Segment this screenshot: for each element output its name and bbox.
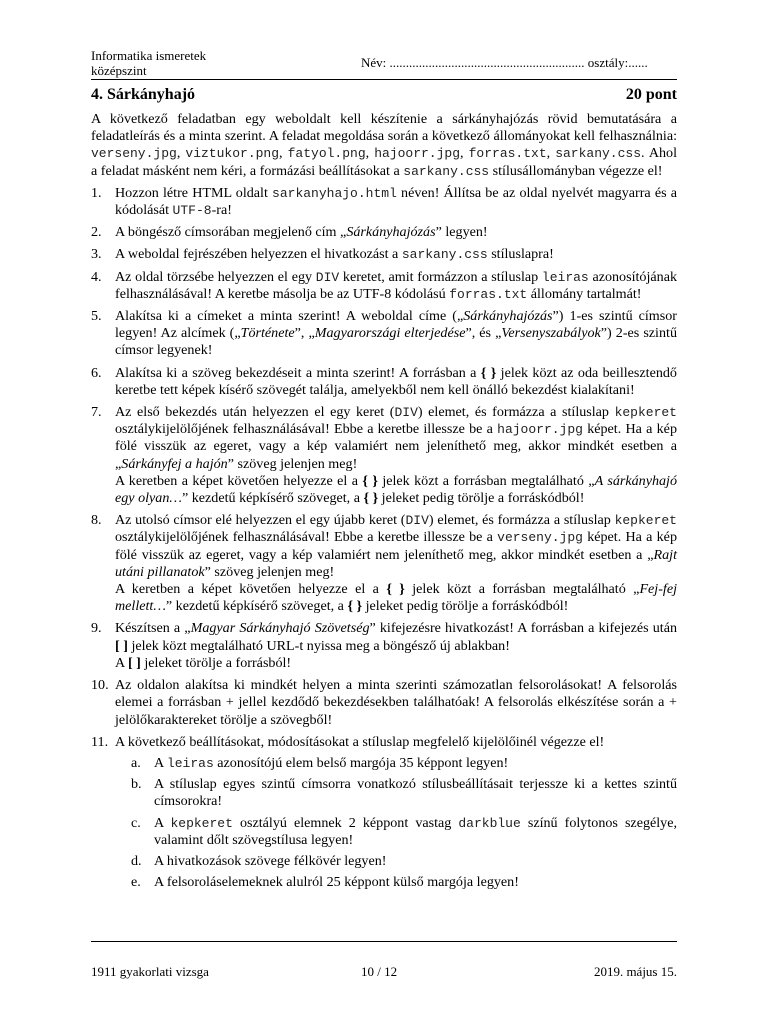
subtask-item: [115, 853, 677, 870]
code-term: hajoorr.jpg: [497, 422, 583, 438]
task-paragraph: [115, 246, 677, 263]
text-run: jeleket törölje a forrásból!: [140, 654, 292, 671]
text-run: ,: [546, 145, 556, 162]
subject-line-2: középszint: [91, 63, 147, 78]
task-title: 4. Sárkányhajó: [91, 86, 196, 103]
task-item: [91, 224, 677, 241]
task-title-bar: [91, 86, 677, 108]
task-item: [91, 365, 677, 399]
italic-term: Rajt utáni pillanatok: [115, 546, 677, 580]
italic-term: Versenyszabályok: [501, 325, 601, 342]
code-term: DIV: [405, 513, 429, 529]
bold-term: { }: [480, 364, 497, 381]
text-run: A felsoroláselemeknek alulról 25 képpont külső margója legyen!: [154, 874, 519, 891]
bold-term: [ ]: [127, 654, 141, 671]
text-run: Az oldal törzsébe helyezzen el egy: [115, 268, 316, 285]
code-term: sarkanyhajo.html: [272, 185, 397, 201]
code-term: forras.txt: [449, 286, 528, 302]
text-run: Az első bekezdés után helyezzen el egy keret (: [115, 404, 395, 421]
text-run: ” legyen!: [435, 224, 488, 241]
task-item: [91, 246, 677, 263]
text-run: Az oldalon alakítsa ki mindkét helyen a minta szerinti számozatlan felsorolásokat! A felsorolás elemei a forrásban + jellel kezdődő bekezdésekben találhatóak! A felsorolás elkészítése során a + jelölőkaraktereket törölje a szövegből!: [115, 677, 677, 728]
text-run: Készítsen a „: [115, 620, 191, 637]
text-run: azonosítójú elem belső margója 35 képpont legyen!: [213, 754, 509, 771]
subtask-letter: e.: [131, 874, 141, 891]
task-item: [91, 308, 677, 360]
subtask-letter: d.: [131, 852, 142, 869]
code-term: sarkany.css: [555, 146, 642, 162]
text-run: ,: [176, 145, 186, 162]
task-number: 4.: [91, 268, 102, 285]
text-run: jelek közt a forrásban megtalálható „: [404, 581, 640, 598]
text-run: képet. Ha a kép fölé visszük az egeret, vagy a kép valamiért nem jeleníthető meg, akkor mindkét esetben a „: [115, 529, 677, 563]
bold-term: [ ]: [115, 637, 128, 654]
task-number: 5.: [91, 308, 102, 325]
task-paragraph: [115, 308, 677, 360]
text-run: Az utolsó címsor elé helyezzen el egy újabb keret (: [115, 512, 406, 529]
exam-code: 1911 gyakorlati vizsga: [91, 964, 209, 979]
task-number: 6.: [91, 364, 102, 381]
page-footer: [91, 941, 677, 979]
code-term: kepkeret: [614, 513, 677, 529]
text-run: osztálykijelölőjének felhasználásával! Ebbe a keretbe illessze be a: [115, 529, 498, 546]
italic-term: Sárkányhajózás: [346, 224, 436, 241]
bold-term: { }: [347, 598, 363, 615]
italic-term: Története: [240, 325, 295, 342]
task-paragraph: [115, 404, 677, 473]
text-run: Hozzon létre HTML oldalt: [115, 184, 273, 201]
text-run: . Ahol a feladat másként nem kéri, a formázási beállításokat a: [91, 145, 678, 179]
text-run: jelek közt az oda beillesztendő keretbe tett képek kísérő szövegét találja, amelyekből nem kell önálló bekezdést kialakítani!: [115, 364, 677, 398]
text-run: A keretben a képet követően helyezze el a: [115, 581, 387, 598]
text-run: A weboldal fejrészében helyezzen el hivatkozást a: [115, 246, 402, 263]
task-list: [91, 185, 677, 892]
page-number: 10 / 12: [361, 964, 398, 979]
subject-line-1: Informatika ismeretek: [91, 48, 207, 63]
text-run: jelek közt a forrásban megtalálható „: [377, 472, 595, 489]
italic-term: Magyar Sárkányhajó Szövetség: [190, 620, 370, 637]
code-term: UTF-8: [172, 203, 212, 219]
task-item: [91, 734, 677, 892]
text-run: ” szöveg jelenjen meg!: [204, 563, 335, 580]
italic-term: Fej-fej mellett…: [115, 581, 677, 615]
text-run: A keretben a képet követően helyezze el a: [115, 472, 363, 489]
bold-term: { }: [362, 472, 378, 489]
text-run: képet. Ha a kép fölé visszük az egeret, vagy a kép valamiért nem jeleníthető meg, akkor mindkét esetben a „: [115, 421, 677, 472]
text-run: -ra!: [211, 202, 232, 219]
code-term: DIV: [394, 405, 418, 421]
italic-term: Magyarországi elterjedése: [314, 325, 466, 342]
task-item: [91, 404, 677, 507]
bold-term: { }: [386, 581, 405, 598]
subtask-item: [115, 815, 677, 849]
text-run: ) elemet, és formázza a stíluslap: [428, 512, 615, 529]
text-run: keretet, amit formázzon a stíluslap: [339, 268, 542, 285]
task-paragraph: [115, 581, 677, 615]
subtask-item: [115, 776, 677, 810]
text-run: Alakítsa ki a címeket a minta szerint! A weboldal címe („: [115, 308, 464, 325]
code-term: sarkany.css: [403, 163, 490, 179]
text-run: ”) 1-es szintű címsor legyen! Az alcímek („: [115, 308, 677, 342]
task-number: 3.: [91, 246, 102, 263]
text-run: ,: [279, 145, 288, 162]
task-paragraph: [115, 365, 677, 399]
code-term: hajoorr.jpg: [374, 146, 461, 162]
text-run: A: [115, 654, 128, 671]
subtask-letter: c.: [131, 814, 141, 831]
task-number: 2.: [91, 224, 102, 241]
italic-term: Sárkányhajózás: [463, 308, 553, 325]
exam-page: [91, 46, 677, 891]
name-class-field: Név: ............................................................ osztály:......: [361, 55, 648, 70]
italic-term: A sárkányhajó egy olyan…: [115, 472, 678, 507]
text-run: néven! Állítsa be az oldal nyelvét magyarra és a kódolását: [115, 184, 677, 219]
text-run: ” kezdetű képkísérő szöveget, a: [165, 598, 348, 615]
subtask-item: [115, 755, 677, 772]
bold-term: { }: [363, 490, 379, 507]
subtask-item: [115, 874, 677, 891]
text-run: színű folytonos szegélye, valamint dőlt szövegstílusa legyen!: [154, 814, 677, 848]
text-run: ) elemet, és formázza a stíluslap: [417, 404, 615, 421]
task-item: [91, 677, 677, 729]
subject-label: [91, 48, 206, 78]
code-term: verseny.jpg: [497, 530, 583, 546]
subtask-letter: b.: [131, 776, 142, 793]
code-term: sarkany.css: [401, 247, 488, 263]
task-number: 11.: [91, 733, 109, 750]
task-paragraph: [115, 224, 677, 241]
code-term: viztukor.png: [185, 146, 280, 162]
text-run: azonosítójának felhasználásával! A keretbe másolja be az UTF-8 kódolású: [115, 268, 677, 302]
text-run: A: [154, 814, 171, 831]
code-term: forras.txt: [468, 146, 547, 162]
task-paragraph: [115, 269, 677, 303]
text-run: jelek közt megtalálható URL-t nyissa meg a böngésző új ablakban!: [127, 637, 510, 654]
task-points: 20 pont: [625, 86, 677, 103]
text-run: A következő beállításokat, módosításokat a stíluslap megfelelő kijelölőinél végezze el!: [115, 733, 605, 750]
exam-date: 2019. május 15.: [593, 964, 677, 979]
subtask-list: [115, 755, 677, 891]
task-paragraph: [115, 512, 677, 581]
text-run: ,: [365, 145, 375, 162]
text-run: állomány tartalmát!: [527, 285, 642, 302]
text-run: jeleket pedig törölje a forráskódból!: [378, 490, 585, 507]
text-run: jeleket pedig törölje a forráskódból!: [362, 598, 569, 615]
text-run: stílusállományban végezze el!: [489, 162, 663, 179]
text-run: Alakítsa ki a szöveg bekezdéseit a minta szerint! A forrásban a: [115, 364, 481, 381]
text-run: ”, és „: [465, 325, 502, 342]
text-run: ”) 2-es szintű címsor legyenek!: [115, 325, 677, 359]
task-number: 8.: [91, 512, 102, 529]
text-run: ”, „: [294, 325, 315, 342]
text-run: ,: [460, 145, 469, 162]
intro-paragraph: [91, 111, 677, 180]
text-run: ” kifejezésre hivatkozást! A forrásban a kifejezés után: [369, 620, 678, 637]
text-run: osztálykijelölőjének felhasználásával! Ebbe a keretbe illessze be a: [115, 421, 498, 438]
task-paragraph: [115, 473, 677, 507]
task-paragraph: [115, 677, 677, 729]
text-run: A következő feladatban egy weboldalt kell készítenie a sárkányhajózás rövid bemutatására a feladatleírás és a minta szerint. A feladat megoldása során a következő állományokat kell felhasználnia:: [91, 111, 677, 145]
code-term: kepkeret: [170, 815, 233, 831]
task-number: 7.: [91, 404, 102, 421]
code-term: verseny.jpg: [91, 146, 177, 162]
italic-term: Sárkányfej a hajón: [121, 455, 228, 472]
task-number: 1.: [91, 184, 102, 201]
task-item: [91, 269, 677, 303]
task-paragraph: [115, 620, 677, 654]
text-run: ” szöveg jelenjen meg!: [227, 455, 358, 472]
code-term: darkblue: [458, 815, 521, 831]
text-run: osztályú elemnek 2 képpont vastag: [232, 814, 459, 831]
task-item: [91, 185, 677, 219]
code-term: fatyol.png: [287, 146, 366, 162]
page-header: [91, 46, 677, 80]
subtask-letter: a.: [131, 754, 141, 771]
task-paragraph: [115, 185, 677, 219]
code-term: leiras: [541, 269, 589, 285]
text-run: A hivatkozások szövege félkövér legyen!: [154, 852, 387, 869]
text-run: A böngésző címsorában megjelenő cím „: [115, 224, 347, 241]
task-number: 10.: [91, 677, 109, 694]
task-item: [91, 620, 677, 672]
task-number: 9.: [91, 620, 102, 637]
task-paragraph: [115, 734, 677, 751]
text-run: A: [154, 754, 167, 771]
text-run: A stíluslap egyes szintű címsorra vonatkozó stílusbeállításait terjessze ki a kettes szintű címsorokra!: [154, 776, 677, 810]
text-run: ” kezdetű képkísérő szöveget, a: [181, 490, 364, 507]
text-run: stíluslapra!: [487, 246, 554, 263]
task-paragraph: [115, 655, 677, 672]
code-term: DIV: [315, 269, 340, 285]
code-term: kepkeret: [614, 405, 677, 421]
task-item: [91, 512, 677, 615]
code-term: leiras: [166, 755, 214, 771]
